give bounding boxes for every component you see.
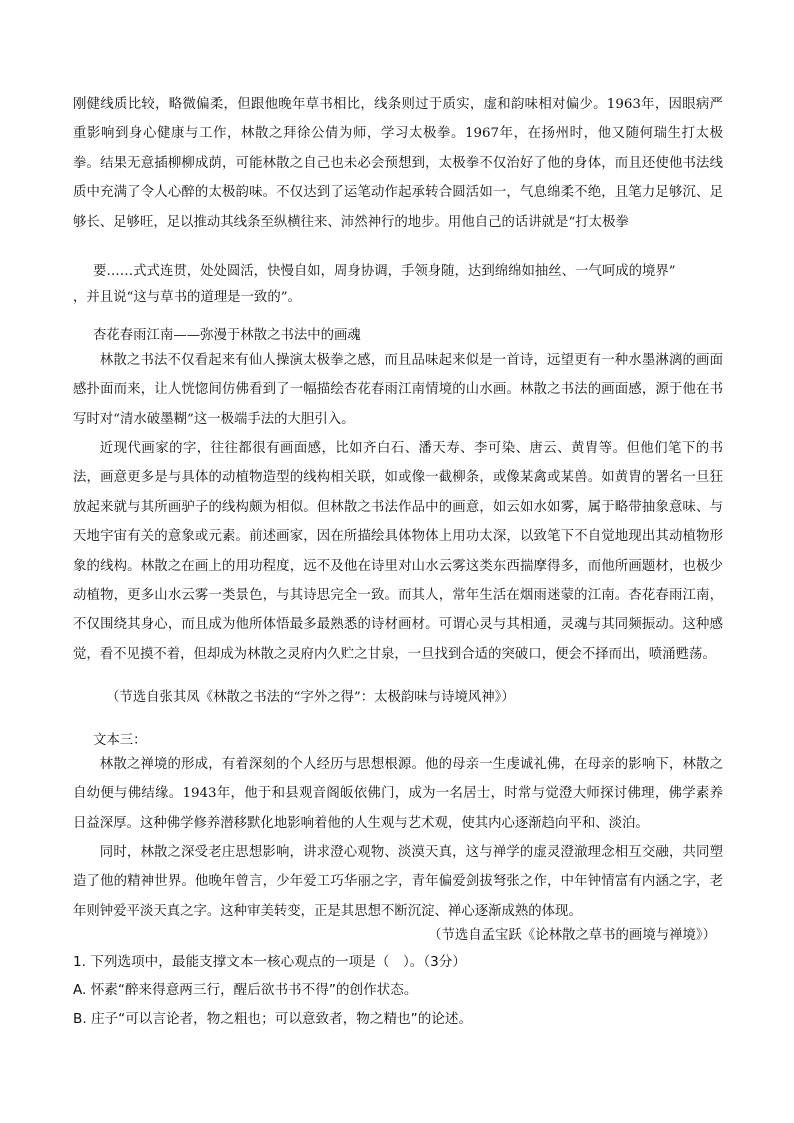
section2-source: （节选自张其凤《林散之书法的“字外之得”：太极韵味与诗境风神》） — [106, 690, 515, 705]
text1-quote-line1: 要……式式连贯，处处圆活，快慢自如，周身协调，手领身随，达到绵绵如抽丝、一气呵成的境界” — [93, 264, 676, 279]
text3-source: （节选自孟宝跃《论林散之草书的画境与禅境》） — [428, 928, 716, 943]
question-option-b: B. 庄子“可以言论者，物之粗也；可以意致者，物之精也”的论述。 — [73, 1011, 473, 1027]
section2-paragraph-1: 林散之书法不仅看起来有仙人操演太极拳之感，而且品味起来似是一首诗，远望更有一种水墨淋漓的画面感扑面而来，让人恍惚间仿佛看到了一幅描绘杏花春雨江南情境的山水画。林散之书法的画面感，源于他在书写时对“清水破墨糊”这一极端手法的大胆引入。 — [73, 353, 723, 427]
section2-heading: 杏花春雨江南——弥漫于林散之书法中的画魂 — [93, 328, 361, 343]
text3-paragraph-2: 同时，林散之深受老庄思想影响，讲求澄心观物、淡漠天真，这与禅学的虚灵澄澈理念相互交融，共同塑造了他的精神世界。他晚年曾言，少年爱工巧华丽之字，青年偏爱剑拔弩张之作，中年钟情富有内涵之字，老年则钟爱平淡天真之字。这种审美转变，正是其思想不断沉淀、禅心逐渐成熟的体现。 — [73, 845, 723, 919]
question-stem: 1. 下列选项中，最能支撑文本一核心观点的一项是（ ）。（3分） — [73, 954, 466, 970]
section2-paragraph-2: 近现代画家的字，往往都很有画面感，比如齐白石、潘天寿、李可染、唐云、黄胄等。但他们笔下的书法，画意更多是与具体的动植物造型的线构相关联，如或像一截柳条，或像某禽或某兽。如黄胄的署名一旦狂放起来就与其所画驴子的线构颇为相似。但林散之书法作品中的画意，如云如水如雾，属于略带抽象意味、与天地宇宙有关的意象或元素。前述画家，因在所描绘具体物体上用功太深，以致笔下不自觉地现出其动植物形象的线构。林散之在画上的用功程度，远不及他在诗里对山水云雾这类东西揣摩得多，而他所画题材，也极少动植物，更多山水云雾一类景色，与其诗思完全一致。而其人，常年生活在烟雨迷蒙的江南。杏花春雨江南，不仅围绕其身心，而且成为他所体悟最多最熟悉的诗材画材。可谓心灵与其相通，灵魂与其同频振动。这种感觉，看不见摸不着，但却成为林散之灵府内久贮之甘泉，一旦找到合适的突破口，便会不择而出，喷涌甦荡。 — [73, 441, 723, 662]
text1-paragraph: 刚健线质比较，略微偏柔，但跟他晚年草书相比，线条则过于质实，虚和韵味相对偏少。1963年，因眼病严重影响到身心健康与工作，林散之拜徐公倩为师，学习太极拳。1967年，在扬州时，他又随何瑞生打太极拳。结果无意插柳柳成荫，可能林散之自己也未必会预想到，太极拳不仅治好了他的身体，而且还使他书法线质中充满了令人心醉的太极韵味。不仅达到了运笔动作起承转合圆活如一，气息绵柔不绝，且笔力足够沉、足够长、足够旺，足以推动其线条至纵横往来、沛然神行的地步。用他自己的话讲就是“打太极拳 — [73, 97, 723, 230]
text3-paragraph-1: 林散之禅境的形成，有着深刻的个人经历与思想根源。他的母亲一生虔诚礼佛，在母亲的影响下，林散之自幼便与佛结缘。1943年，他于和县观音阁皈依佛门，成为一名居士，时常与觉澄大师探讨佛理，佛学素养日益深厚。这种佛学修养潜移默化地影响着他的人生观与艺术观，使其内心逐渐趋向平和、淡泊。 — [73, 757, 723, 831]
text3-label: 文本三： — [93, 733, 147, 748]
question-option-a: A. 怀素“醉来得意两三行，醒后欲书书不得”的创作状态。 — [73, 982, 418, 998]
text1-quote-line2: ，并且说“这与草书的道理是一致的”。 — [73, 290, 301, 305]
